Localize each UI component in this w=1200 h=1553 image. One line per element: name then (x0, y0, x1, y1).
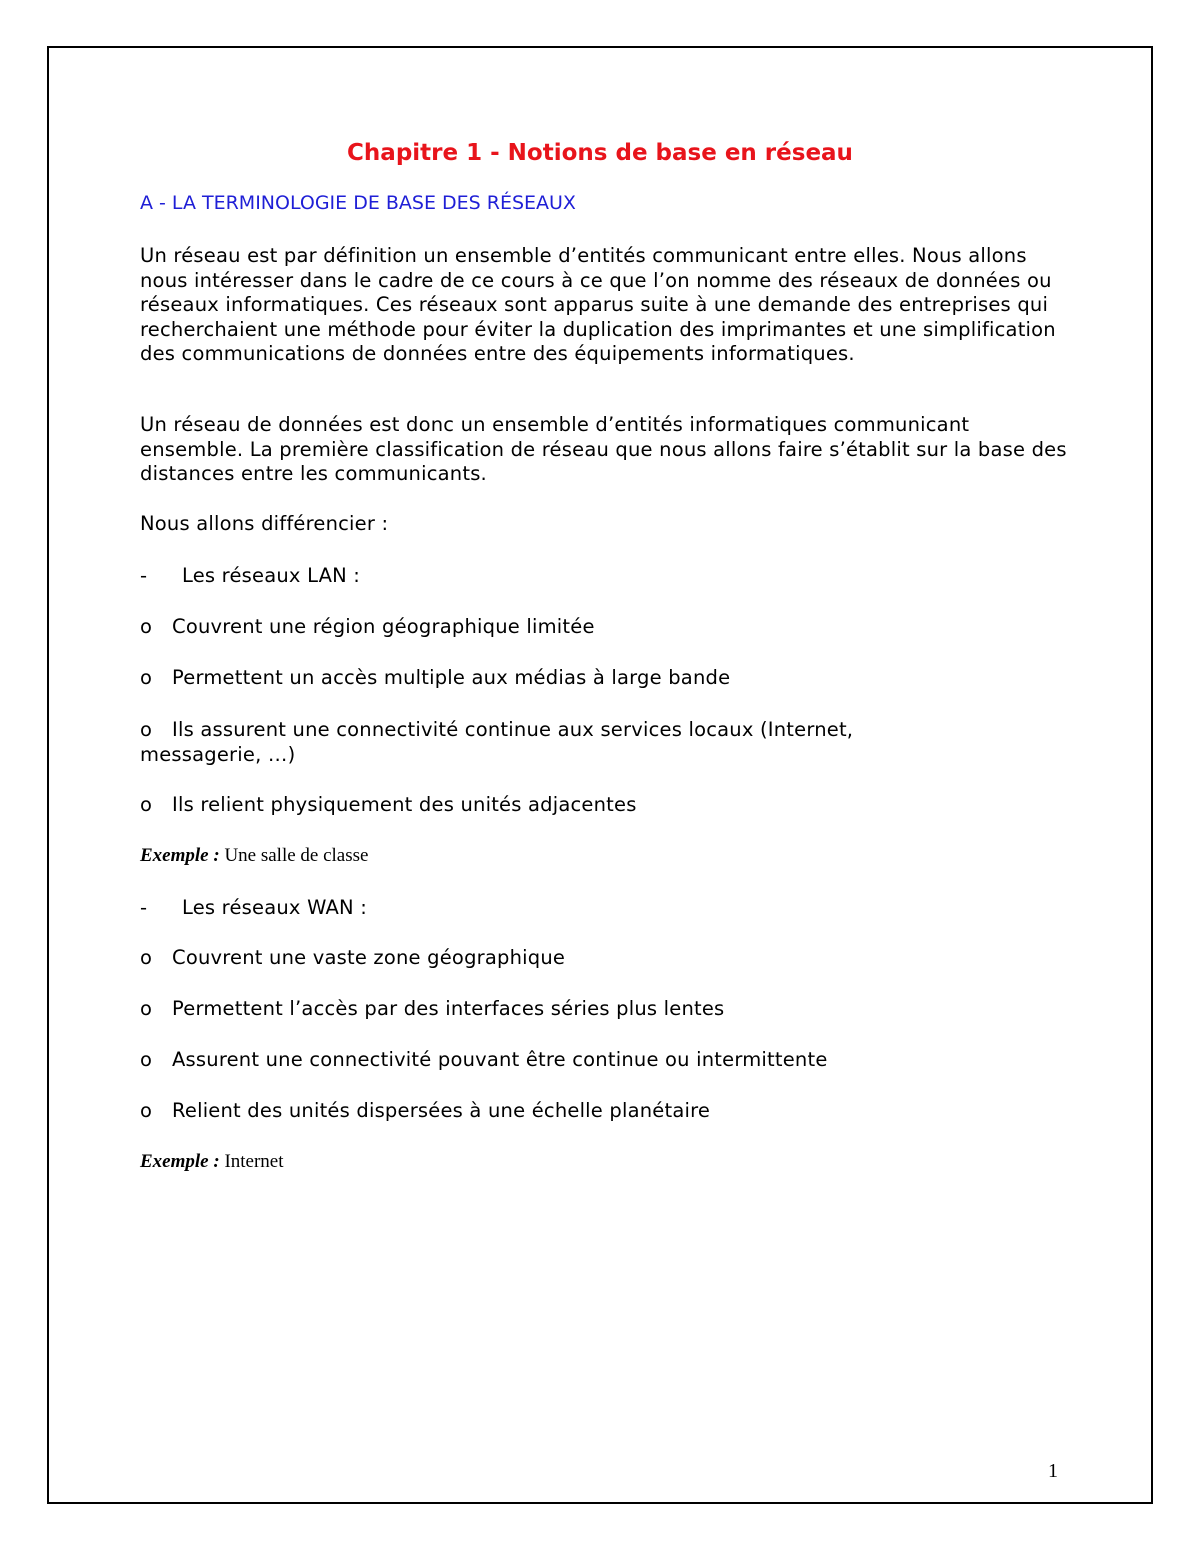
page-title: Chapitre 1 - Notions de base en réseau (347, 140, 853, 166)
wan-item-2: Permettent l’accès par des interfaces séries plus lentes (172, 997, 725, 1020)
list-item (140, 615, 595, 638)
list-item (140, 1099, 710, 1122)
lan-item-3: Ils assurent une connectivité continue aux services locaux (Internet, messagerie, …) (140, 718, 854, 766)
list-item (140, 997, 724, 1020)
paragraph-intro: Un réseau est par définition un ensemble d’entités communicant entre elles. Nous allons nous intéresser dans le cadre de ce cours à ce que l’on nomme des réseaux de données ou réseaux informatiques. Ces réseaux sont apparus suite à une demande des entreprises qui recherchaient une méthode pour éviter la duplication des imprimantes et une simplification des communications de données entre des équipements informatiques. (140, 244, 1056, 365)
list-item (140, 946, 565, 969)
bullet-marker: o (140, 718, 153, 741)
list-item (140, 1048, 828, 1071)
list-item (140, 718, 960, 767)
lan-heading: Les réseaux LAN : (182, 564, 361, 587)
dash-marker: - (140, 896, 148, 919)
bullet-marker: o (140, 615, 153, 638)
wan-item-1: Couvrent une vaste zone géographique (172, 946, 566, 969)
bullet-marker: o (140, 1048, 153, 1071)
bullet-marker: o (140, 793, 153, 816)
example-label: Exemple : (140, 845, 220, 866)
bullet-marker: o (140, 946, 153, 969)
bullet-marker: o (140, 1099, 153, 1122)
example-value: Internet (224, 1151, 284, 1172)
paragraph-classification: Un réseau de données est donc un ensemble d’entités informatiques communicant ensemble. La première classification de réseau que nous allons faire s’établit sur la base des distances entre les communicants. (140, 413, 1067, 485)
wan-example (140, 1151, 284, 1173)
lan-heading-item (140, 564, 360, 587)
page-number: 1 (1048, 1460, 1058, 1482)
list-item (140, 666, 730, 689)
list-intro: Nous allons différencier : (140, 512, 389, 535)
wan-heading-item (140, 896, 367, 919)
dash-marker: - (140, 564, 148, 587)
example-value: Une salle de classe (224, 845, 369, 866)
wan-item-4: Relient des unités dispersées à une échelle planétaire (172, 1099, 711, 1122)
lan-example (140, 845, 368, 867)
section-heading: A - LA TERMINOLOGIE DE BASE DES RÉSEAUX (140, 192, 576, 214)
bullet-marker: o (140, 997, 153, 1020)
lan-item-1: Couvrent une région géographique limitée (172, 615, 595, 638)
list-item (140, 793, 637, 816)
wan-heading: Les réseaux WAN : (182, 896, 367, 919)
lan-item-4: Ils relient physiquement des unités adjacentes (172, 793, 637, 816)
lan-item-2: Permettent un accès multiple aux médias à large bande (172, 666, 731, 689)
bullet-marker: o (140, 666, 153, 689)
wan-item-3: Assurent une connectivité pouvant être continue ou intermittente (172, 1048, 828, 1071)
example-label: Exemple : (140, 1151, 220, 1172)
